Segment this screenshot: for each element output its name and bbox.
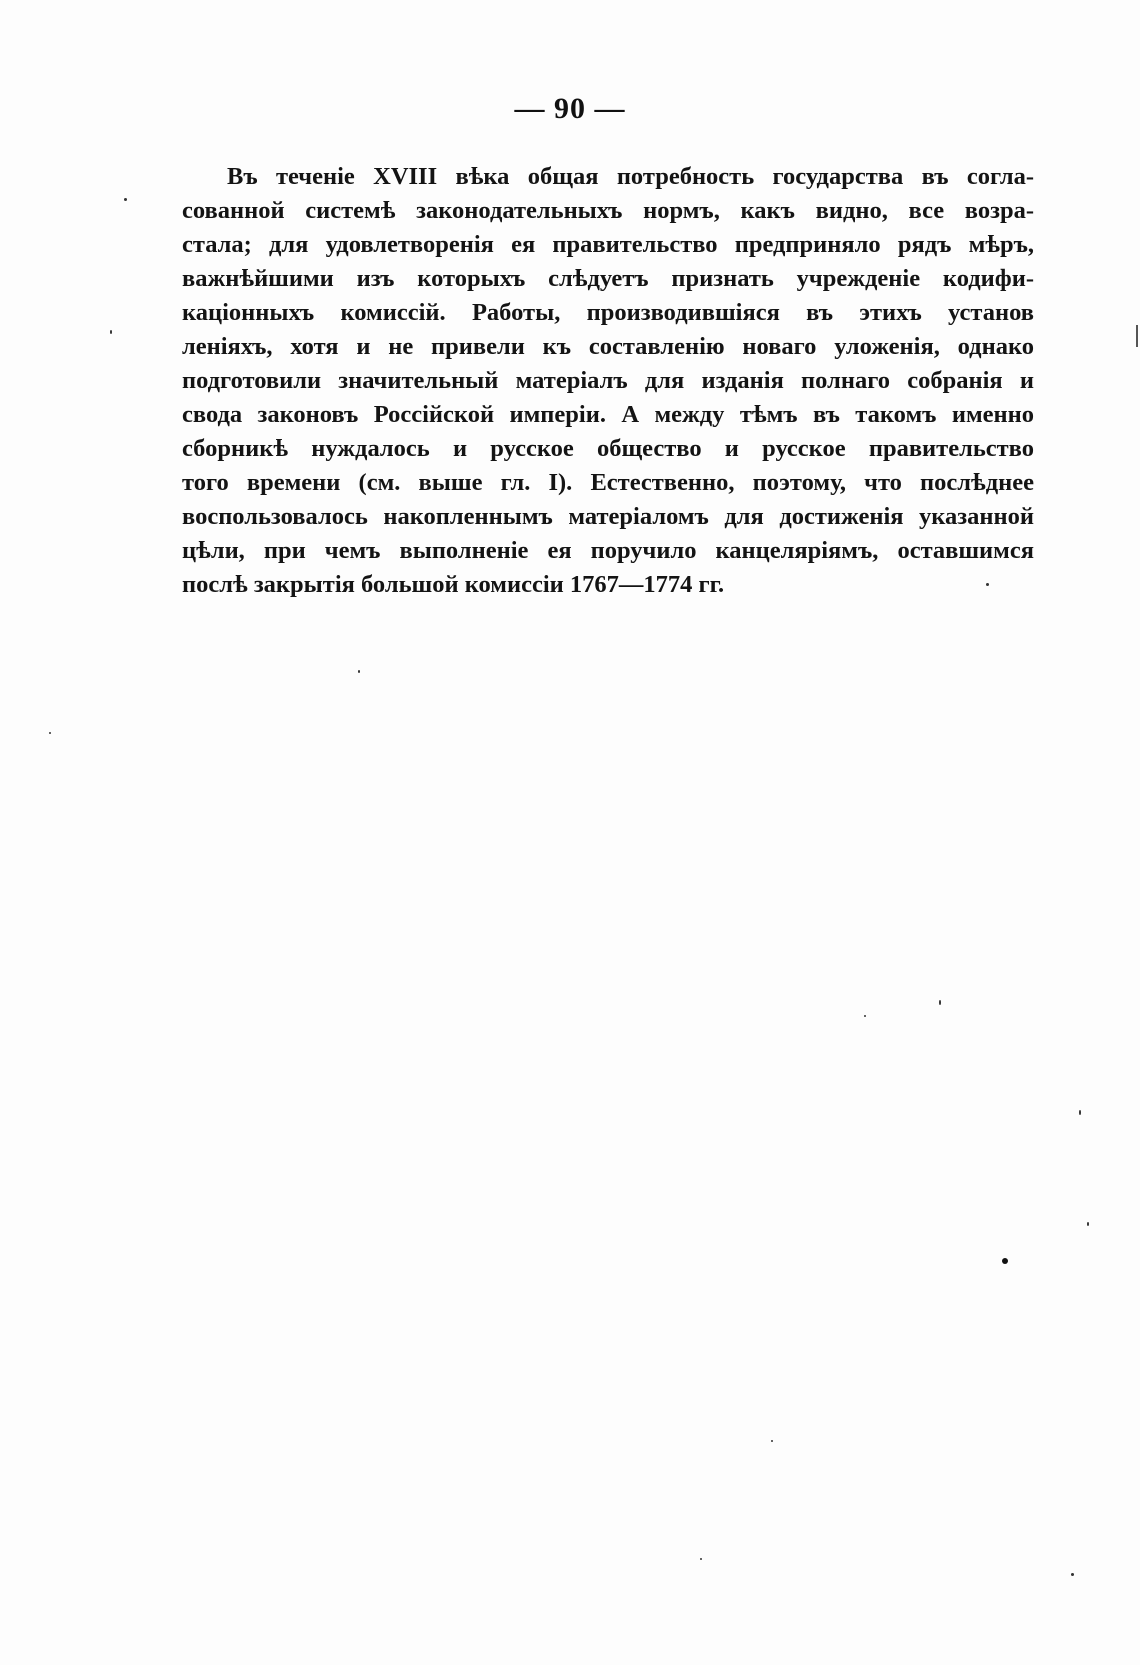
text-line: подготовили значительный матеріалъ для изданія полнаго собранія и [182, 367, 1034, 394]
text-line: послѣ закрытія большой комиссіи 1767—1774 гг. [182, 571, 725, 598]
scan-speck [864, 1015, 866, 1017]
scan-edge-mark [1136, 325, 1138, 347]
text-line: стала; для удовлетворенія ея правительство предприняло рядъ мѣръ, [182, 231, 1034, 258]
text-line: сборникѣ нуждалось и русское общество и русское правительство [182, 435, 1034, 462]
scan-speck [110, 330, 112, 334]
text-line: каціонныхъ комиссій. Работы, производившіяся въ этихъ установ [182, 299, 1034, 326]
scan-speck [771, 1440, 773, 1442]
text-line: того времени (см. выше гл. I). Естественно, поэтому, что послѣднее [182, 469, 1034, 496]
scan-speck [49, 732, 51, 734]
scan-speck [124, 198, 127, 201]
scan-speck [1079, 1110, 1081, 1115]
scan-speck [700, 1558, 702, 1560]
scan-speck [1071, 1573, 1074, 1576]
text-line: свода законовъ Россійской имперіи. А между тѣмъ въ такомъ именно [182, 401, 1034, 428]
text-line: важнѣйшими изъ которыхъ слѣдуетъ признать учрежденіе кодифи- [182, 265, 1034, 292]
text-line: леніяхъ, хотя и не привели къ составленію новаго уложенія, однако [182, 333, 1034, 360]
text-line: цѣли, при чемъ выполненіе ея поручило канцеляріямъ, оставшимся [182, 537, 1034, 564]
page-number: — 90 — [514, 92, 626, 125]
scan-speck [1087, 1222, 1089, 1226]
scan-speck [939, 1000, 941, 1005]
scan-speck [986, 583, 989, 586]
body-paragraph [182, 160, 1034, 602]
text-line: Въ теченіе XVIII вѣка общая потребность государства въ согла- [227, 163, 1034, 190]
text-line: сованной системѣ законодательныхъ нормъ, какъ видно, все возра- [182, 197, 1034, 224]
scan-speck [1002, 1258, 1008, 1264]
scan-speck [358, 670, 360, 673]
text-line: воспользовалось накопленнымъ матеріаломъ для достиженія указанной [182, 503, 1034, 530]
